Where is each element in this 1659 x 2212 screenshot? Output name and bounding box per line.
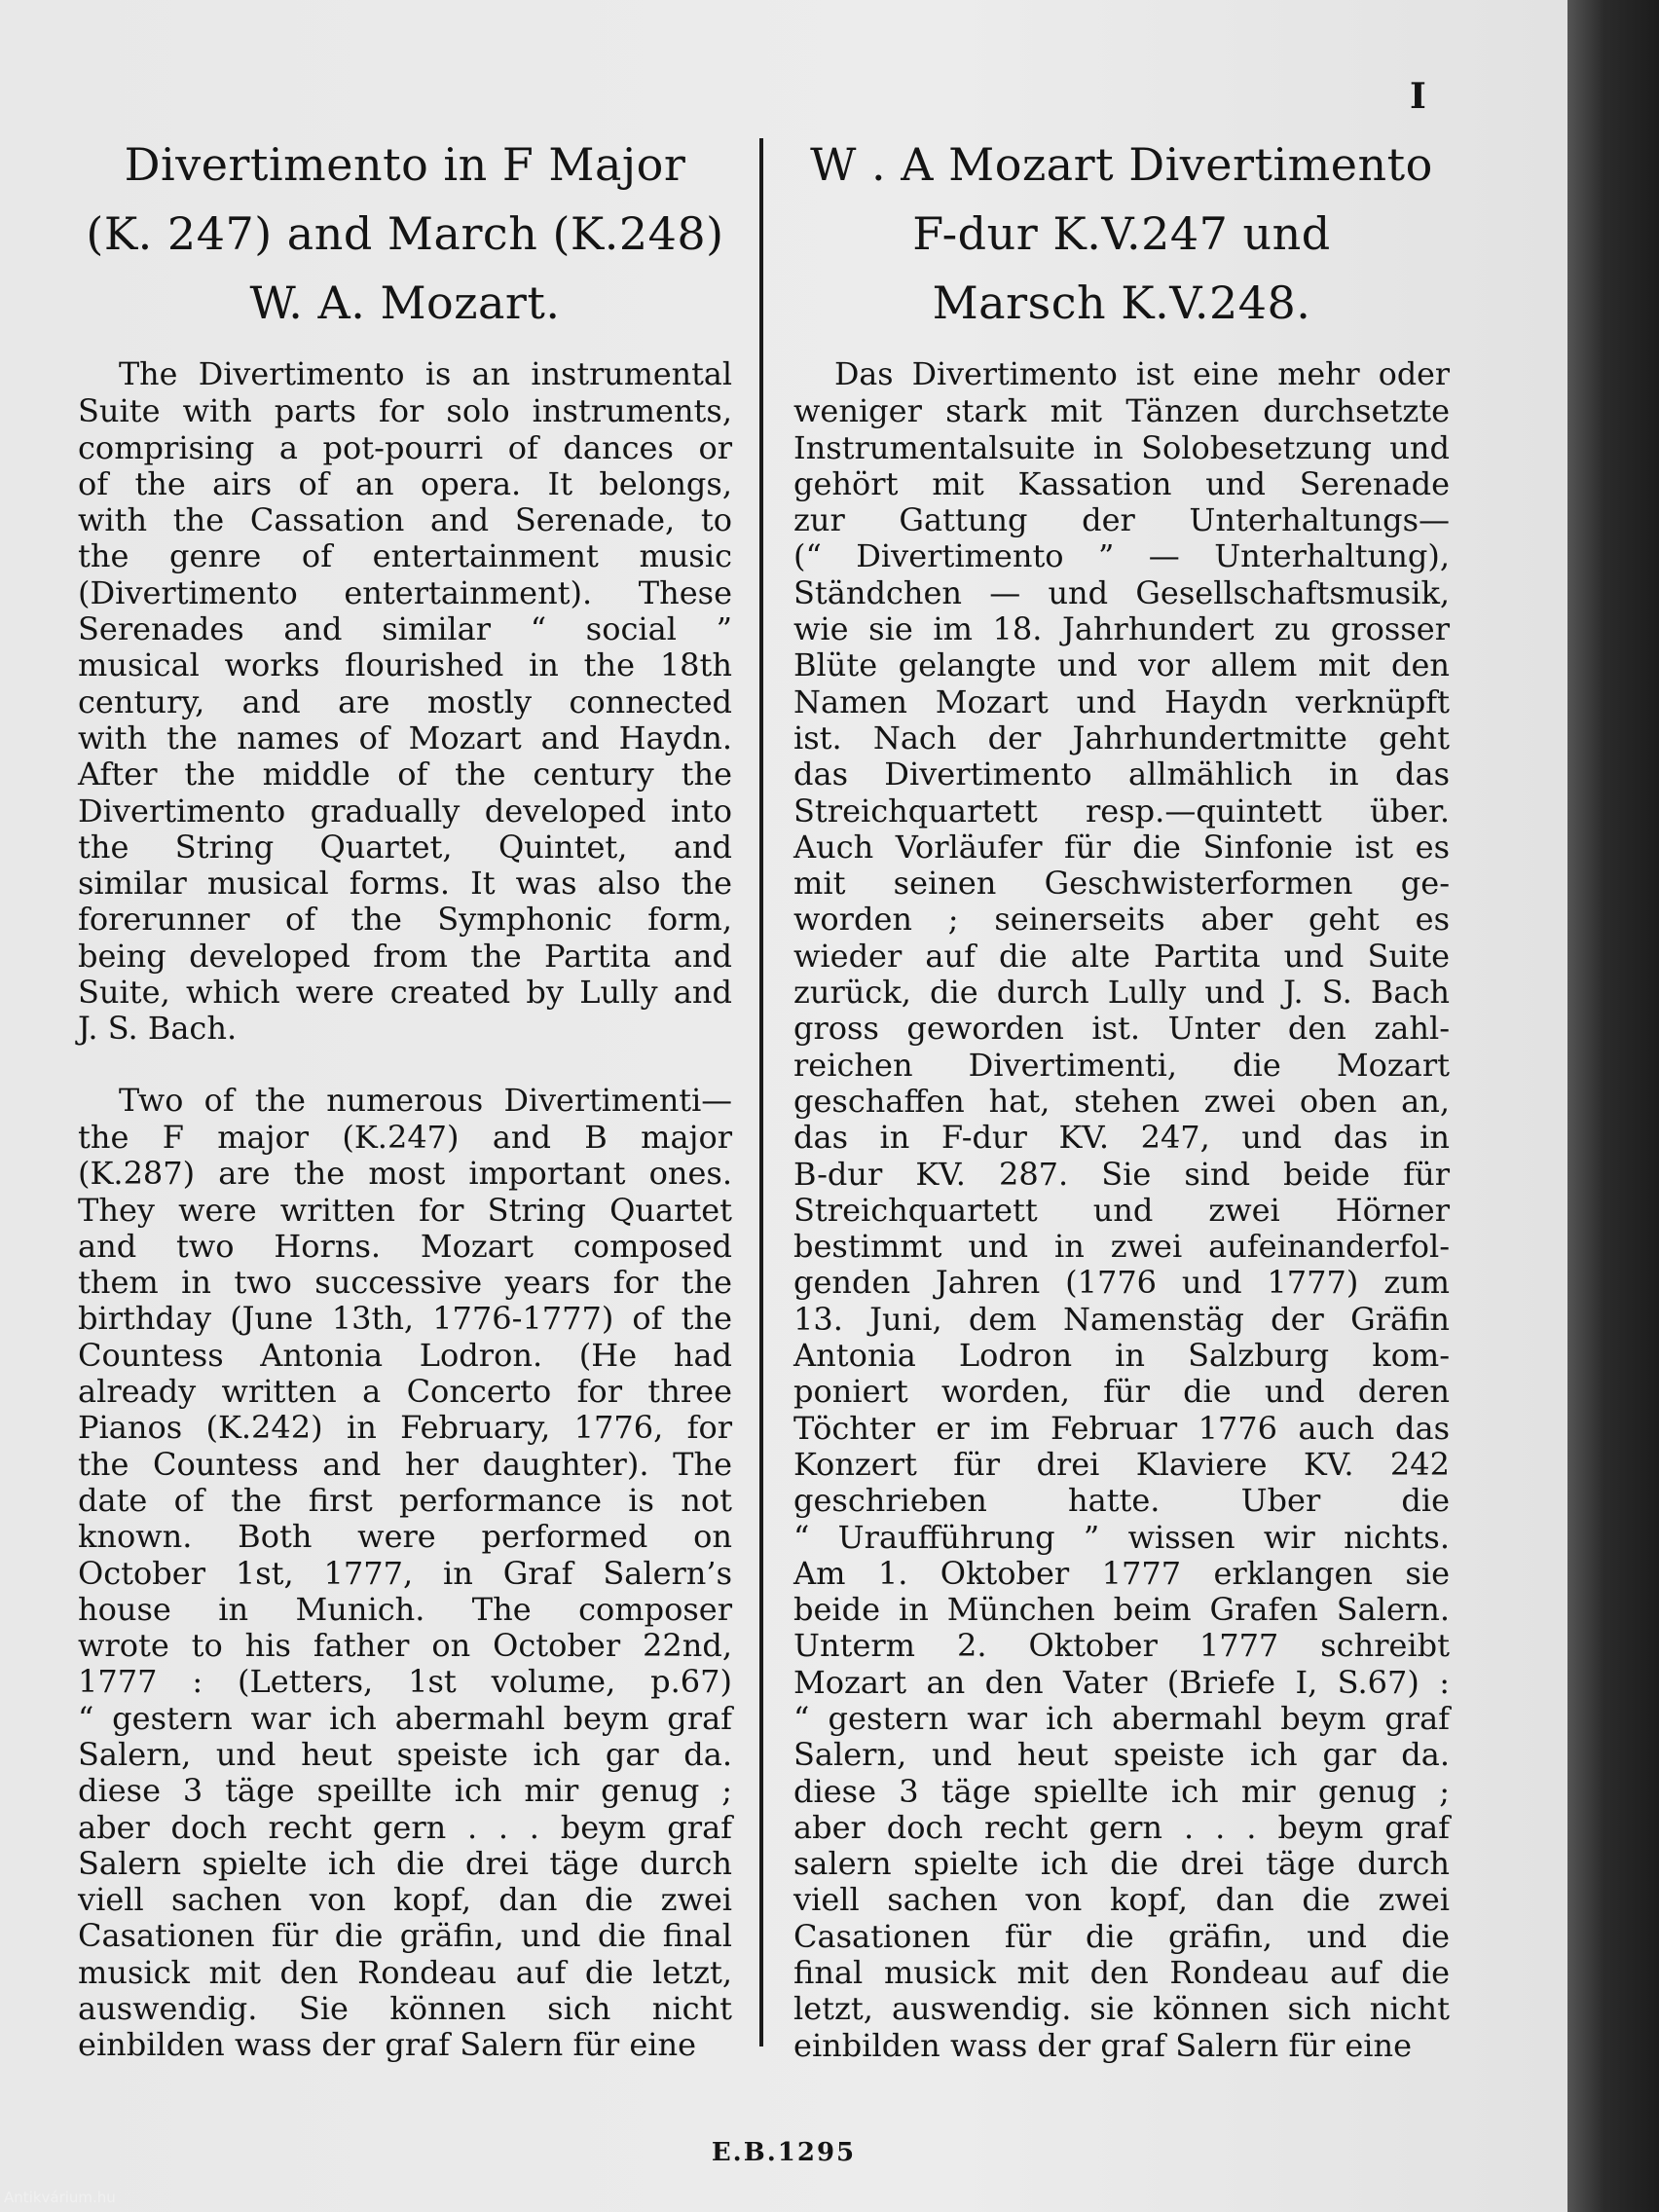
text-line: Ständchen — und Gesellschaftsmusik, [793,573,1450,611]
column-divider [759,138,763,2046]
text-line: birthday (June 13th, 1776-1777) of the [78,1300,732,1338]
text-line: with the names of Mozart and Haydn. [78,719,732,756]
text-line: musical works flourished in the 18th [78,646,732,684]
text-line: Mozart an den Vater (Briefe I, S.67) : [793,1663,1450,1701]
german-column [793,130,1450,2064]
text-line: B-dur KV. 287. Sie sind beide für [793,1155,1450,1193]
text-line: being developed from the Partita and [78,937,732,975]
text-line: known. Both were performed on [78,1518,732,1556]
text-line: already written a Concerto for three [78,1373,732,1411]
text-line: Divertimento gradually developed into [78,792,732,830]
text-line: viell sachen von kopf, dan die zwei [78,1881,732,1919]
text-line: Countess Antonia Lodron. (He had [78,1336,732,1374]
title-line: Divertimento in F Major [124,138,686,191]
english-title [78,130,732,338]
text-line: wie sie im 18. Jahrhundert zu grosser [793,610,1450,648]
text-line: “ gestern war ich abermahl beym graf [793,1699,1450,1737]
text-line: letzt, auswendig. sie können sich nicht [793,1990,1450,2028]
text-line: of the airs of an opera. It belongs, [78,464,732,502]
text-line: Am 1. Oktober 1777 erklangen sie [793,1554,1450,1592]
text-line: Töchter er im Februar 1776 auch das [793,1409,1450,1447]
text-line: Instrumentalsuite in Solobesetzung und [793,428,1450,466]
text-line: beide in München beim Grafen Salern. [793,1591,1450,1629]
german-title [793,130,1450,338]
text-line: the Countess and her daughter). The [78,1445,732,1483]
text-line: poniert worden, für die und deren [793,1373,1450,1411]
text-line: wrote to his father on October 22nd, [78,1627,732,1665]
text-line: (Divertimento entertainment). These [78,573,732,611]
paragraph [78,357,732,1048]
title-line: W. A. Mozart. [249,276,561,329]
text-line: salern spielte ich die drei täge durch [793,1845,1450,1883]
text-line: Salern, und heut speiste ich gar da. [793,1736,1450,1774]
text-line: weniger stark mit Tänzen durchsetzte [793,392,1450,430]
text-line: “ Uraufführung ” wissen wir nichts. [793,1518,1450,1556]
text-line: Konzert für drei Klaviere KV. 242 [793,1445,1450,1483]
text-line: Salern spielte ich die drei täge durch [78,1844,732,1882]
english-column [78,130,732,2064]
text-line: diese 3 täge speillte ich mir genug ; [78,1772,732,1810]
title-line: F-dur K.V.247 und [912,207,1331,260]
text-line: einbilden wass der graf Salern für eine [78,2026,697,2064]
text-line: date of the first performance is not [78,1481,732,1519]
text-line: with the Cassation and Serenade, to [78,501,732,539]
text-line: Casationen für die gräfin, und die [793,1917,1450,1955]
text-line: After the middle of the century the [78,756,732,793]
text-line: J. S. Bach. [78,1010,238,1048]
text-line: The Divertimento is an instrumental [119,357,732,392]
text-line: Salern, und heut speiste ich gar da. [78,1735,732,1773]
text-line: diese 3 täge spiellte ich mir genug ; [793,1772,1450,1810]
text-line: house in Munich. The composer [78,1590,732,1628]
text-line: mit seinen Geschwisterformen ge- [793,865,1450,903]
page-edge-shadow [1567,0,1659,2212]
text-line: Suite, which were created by Lully and [78,974,732,1012]
text-line: (K.287) are the most important ones. [78,1155,732,1193]
title-line: W . A Mozart Divertimento [810,138,1433,191]
text-line: geschrieben hatte. Uber die [793,1482,1450,1520]
text-line: gross geworden ist. Unter den zahl- [793,1010,1450,1048]
text-line: viell sachen von kopf, dan die zwei [793,1881,1450,1919]
text-line: Unterm 2. Oktober 1777 schreibt [793,1627,1450,1665]
text-line: them in two successive years for the [78,1264,732,1302]
text-line: final musick mit den Rondeau auf die [793,1954,1450,1992]
text-line: the String Quartet, Quintet, and [78,828,732,866]
text-line: geschaffen hat, stehen zwei oben an, [793,1082,1450,1120]
text-line: zurück, die durch Lully und J. S. Bach [793,974,1450,1012]
text-line: “ gestern war ich abermahl beym graf [78,1699,732,1737]
footer-catalog-number: E.B.1295 [711,2138,857,2167]
text-line: similar musical forms. It was also the [78,865,732,903]
english-body [78,357,732,2064]
title-line: Marsch K.V.248. [932,276,1311,329]
text-line: 1777 : (Letters, 1st volume, p.67) [78,1663,732,1701]
text-line: (“ Divertimento ” — Unterhaltung), [793,537,1450,575]
text-line: and two Horns. Mozart composed [78,1227,732,1265]
text-line: century, and are mostly connected [78,682,732,720]
text-line: Serenades and similar “ social ” [78,610,732,648]
text-line: Casationen für die gräfin, und die final [78,1917,732,1955]
text-line: October 1st, 1777, in Graf Salern’s [78,1554,732,1592]
text-line: Das Divertimento ist eine mehr oder [834,357,1450,392]
text-line: worden ; seinerseits aber geht es [793,901,1450,939]
text-line: Pianos (K.242) in February, 1776, for [78,1409,732,1447]
text-line: Streichquartett resp.—quintett über. [793,792,1450,830]
text-line: Auch Vorläufer für die Sinfonie ist es [793,828,1450,866]
watermark: Antikvárium.hu [4,2189,116,2206]
text-line: the F major (K.247) and B major [78,1118,732,1156]
text-line: musick mit den Rondeau auf die letzt, [78,1953,732,1991]
text-line: einbilden wass der graf Salern für eine [793,2026,1413,2064]
text-line: Namen Mozart und Haydn verknüpft [793,682,1450,720]
text-line: Two of the numerous Divertimenti— [119,1083,732,1119]
text-line: Blüte gelangte und vor allem mit den [793,646,1450,684]
text-line: comprising a pot-pourri of dances or [78,428,732,466]
text-line: forerunner of the Symphonic form, [78,901,732,939]
text-line: bestimmt und in zwei aufeinanderfol- [793,1228,1450,1266]
text-line: They were written for String Quartet [78,1191,732,1229]
text-line: das in F-dur KV. 247, und das in [793,1119,1450,1157]
text-line: Suite with parts for solo instruments, [78,392,732,430]
text-line: 13. Juni, dem Namenstäg der Gräfin [793,1300,1450,1338]
text-line: Antonia Lodron in Salzburg kom- [793,1337,1450,1375]
text-line: zur Gattung der Unterhaltungs— [793,501,1450,539]
text-line: gehört mit Kassation und Serenade [793,464,1450,502]
text-line: ist. Nach der Jahrhundertmitte geht [793,719,1450,756]
paragraph [793,357,1450,2064]
text-line: aber doch recht gern . . . beym graf [78,1808,732,1846]
page-number: I [1410,76,1426,117]
title-line: (K. 247) and March (K.248) [86,207,724,260]
text-line: aber doch recht gern . . . beym graf [793,1808,1450,1846]
text-line: Streichquartett und zwei Hörner [793,1191,1450,1229]
text-line: wieder auf die alte Partita und Suite [793,937,1450,975]
text-line: reichen Divertimenti, die Mozart [793,1046,1450,1084]
text-line: auswendig. Sie können sich nicht [78,1990,732,2028]
text-line: genden Jahren (1776 und 1777) zum [793,1264,1450,1302]
text-line: das Divertimento allmählich in das [793,756,1450,793]
german-body [793,357,1450,2064]
paragraph [78,1084,732,2064]
text-line: the genre of entertainment music [78,537,732,575]
